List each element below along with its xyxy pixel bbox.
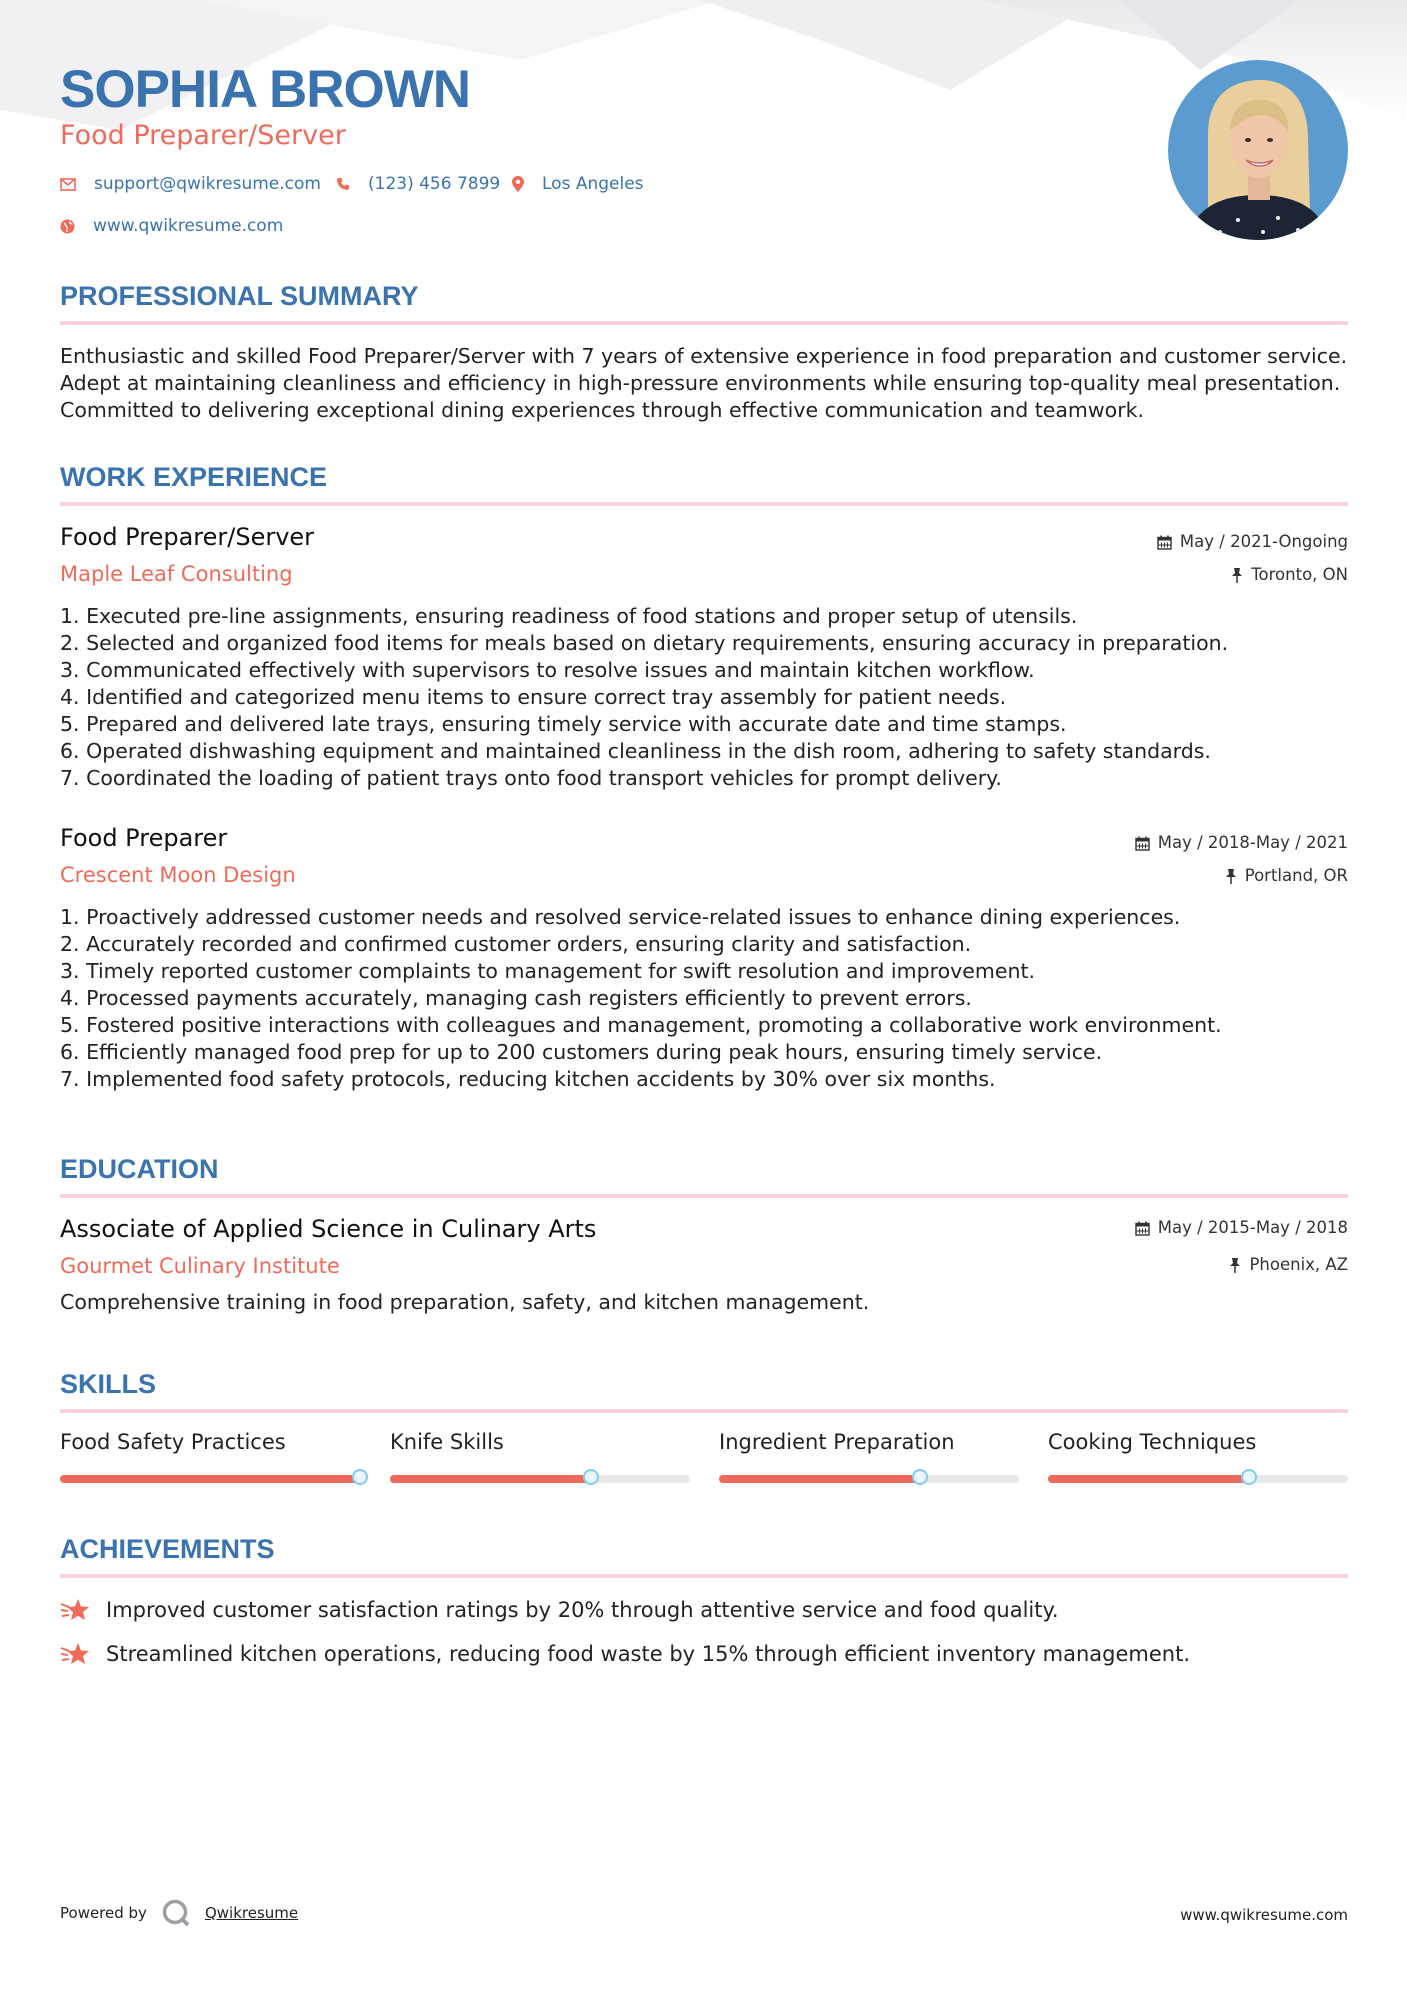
website-text: www.qwikresume.com (93, 216, 284, 236)
list-item: 4. Identified and categorized menu items to ensure correct tray assembly for patient needs. (60, 685, 1007, 709)
summary-section-title: PROFESSIONAL SUMMARY (60, 281, 419, 311)
skill-level-track (1048, 1475, 1348, 1483)
calendar-icon (1135, 836, 1150, 851)
pushpin-icon (1231, 568, 1243, 583)
contact-website[interactable] (60, 215, 283, 237)
skill-item (390, 1428, 690, 1456)
skill-level-fill (60, 1475, 360, 1483)
experience-divider (60, 502, 1348, 506)
skill-level-fill (1048, 1475, 1249, 1483)
job-1-dates (1157, 531, 1348, 553)
contact-location (512, 173, 644, 195)
list-item: 4. Processed payments accurately, managing cash registers efficiently to prevent errors. (60, 986, 972, 1010)
phone-icon (336, 177, 350, 191)
skill-level-track (390, 1475, 690, 1483)
list-item: 5. Prepared and delivered late trays, ensuring timely service with accurate date and time stamps. (60, 712, 1067, 736)
email-text: support@qwikresume.com (94, 174, 321, 194)
skills-divider (60, 1409, 1348, 1413)
pushpin-icon (1229, 1258, 1241, 1273)
qwikresume-link[interactable]: Qwikresume (204, 1904, 299, 1922)
contact-email[interactable] (60, 173, 321, 195)
summary-divider (60, 321, 1348, 325)
portrait-illustration (1168, 60, 1348, 240)
skill-name: Food Safety Practices (60, 1430, 286, 1454)
skill-item (1048, 1428, 1348, 1456)
job-1-location-text: Toronto, ON (1251, 565, 1348, 584)
footer-website[interactable]: www.qwikresume.com (1180, 1906, 1348, 1924)
phone-text: (123) 456 7899 (368, 174, 501, 194)
job-2-location (1225, 865, 1348, 887)
education-divider (60, 1194, 1348, 1198)
skill-level-knob (583, 1469, 599, 1485)
globe-icon (60, 219, 75, 234)
education-dates-text: May / 2015-May / 2018 (1157, 1218, 1348, 1237)
list-item: 2. Selected and organized food items for meals based on dietary requirements, ensuring accuracy in preparation. (60, 631, 1229, 655)
skill-name: Knife Skills (390, 1430, 504, 1454)
skill-level-fill (390, 1475, 591, 1483)
calendar-icon (1157, 535, 1172, 550)
job-1-company: Maple Leaf Consulting (60, 562, 293, 586)
list-item: 2. Accurately recorded and confirmed customer orders, ensuring clarity and satisfaction. (60, 932, 972, 956)
skill-name: Cooking Techniques (1048, 1430, 1257, 1454)
footer-powered-by (60, 1898, 298, 1928)
achievement-item (60, 1640, 1190, 1668)
list-item: 6. Efficiently managed food prep for up to 200 customers during peak hours, ensuring timely service. (60, 1040, 1103, 1064)
job-2-title: Food Preparer (60, 824, 228, 852)
skill-item (60, 1428, 360, 1456)
summary-text: Enthusiastic and skilled Food Preparer/Server with 7 years of extensive experience in food preparation and customer service. Adept at maintaining cleanliness and efficiency in high-pressure environments while ensuring top-quality meal presentation. Committed to delivering exceptional dining experiences through effective communication and teamwork. (60, 344, 1348, 422)
email-icon (60, 178, 76, 191)
list-item: 3. Communicated effectively with supervisors to resolve issues and maintain kitchen workflow. (60, 658, 1035, 682)
experience-section-title: WORK EXPERIENCE (60, 462, 328, 492)
profile-photo (1168, 60, 1348, 240)
job-1-title: Food Preparer/Server (60, 523, 315, 551)
job-2-company: Crescent Moon Design (60, 863, 296, 887)
skill-level-track (60, 1475, 360, 1483)
education-school: Gourmet Culinary Institute (60, 1254, 340, 1278)
achievements-divider (60, 1574, 1348, 1578)
job-1-dates-text: May / 2021-Ongoing (1179, 532, 1348, 551)
list-item: 5. Fostered positive interactions with colleagues and management, promoting a collaborative work environment. (60, 1013, 1222, 1037)
education-description: Comprehensive training in food preparation, safety, and kitchen management. (60, 1290, 870, 1314)
location-pin-icon (512, 176, 524, 192)
job-2-bullets (60, 904, 1350, 1093)
job-2-location-text: Portland, OR (1244, 866, 1348, 885)
candidate-job-title: Food Preparer/Server (60, 120, 346, 151)
education-location-text: Phoenix, AZ (1249, 1255, 1348, 1274)
list-item: 7. Implemented food safety protocols, reducing kitchen accidents by 30% over six months. (60, 1067, 996, 1091)
achievement-item (60, 1596, 1059, 1624)
list-item: 6. Operated dishwashing equipment and maintained cleanliness in the dish room, adhering to safety standards. (60, 739, 1211, 763)
skill-level-knob (912, 1469, 928, 1485)
education-degree: Associate of Applied Science in Culinary Arts (60, 1215, 597, 1243)
powered-by-label: Powered by (60, 1904, 147, 1922)
skill-name: Ingredient Preparation (719, 1430, 955, 1454)
skill-level-track (719, 1475, 1019, 1483)
skill-level-fill (719, 1475, 920, 1483)
contact-phone[interactable] (336, 173, 500, 195)
shooting-star-icon (60, 1641, 92, 1667)
qwikresume-logo-icon (161, 1898, 191, 1928)
job-2-dates (1135, 832, 1348, 854)
job-1-bullets (60, 603, 1350, 792)
achievement-text: Streamlined kitchen operations, reducing food waste by 15% through efficient inventory management. (106, 1642, 1191, 1666)
education-section-title: EDUCATION (60, 1154, 219, 1184)
skill-level-knob (352, 1469, 368, 1485)
location-text: Los Angeles (542, 174, 644, 194)
education-location (1229, 1254, 1348, 1276)
job-2-dates-text: May / 2018-May / 2021 (1157, 833, 1348, 852)
list-item: 3. Timely reported customer complaints to management for swift resolution and improvement. (60, 959, 1036, 983)
skill-level-knob (1241, 1469, 1257, 1485)
candidate-name: SOPHIA BROWN (60, 60, 471, 119)
achievement-text: Improved customer satisfaction ratings by 20% through attentive service and food quality. (106, 1598, 1059, 1622)
skill-item (719, 1428, 1019, 1456)
list-item: 1. Executed pre-line assignments, ensuring readiness of food stations and proper setup of utensils. (60, 604, 1078, 628)
job-1-location (1231, 564, 1348, 586)
skills-section-title: SKILLS (60, 1369, 157, 1399)
shooting-star-icon (60, 1597, 92, 1623)
calendar-icon (1135, 1221, 1150, 1236)
education-dates (1135, 1217, 1348, 1239)
pushpin-icon (1225, 869, 1237, 884)
list-item: 7. Coordinated the loading of patient trays onto food transport vehicles for prompt delivery. (60, 766, 1002, 790)
list-item: 1. Proactively addressed customer needs and resolved service-related issues to enhance dining experiences. (60, 905, 1181, 929)
achievements-section-title: ACHIEVEMENTS (60, 1534, 275, 1564)
